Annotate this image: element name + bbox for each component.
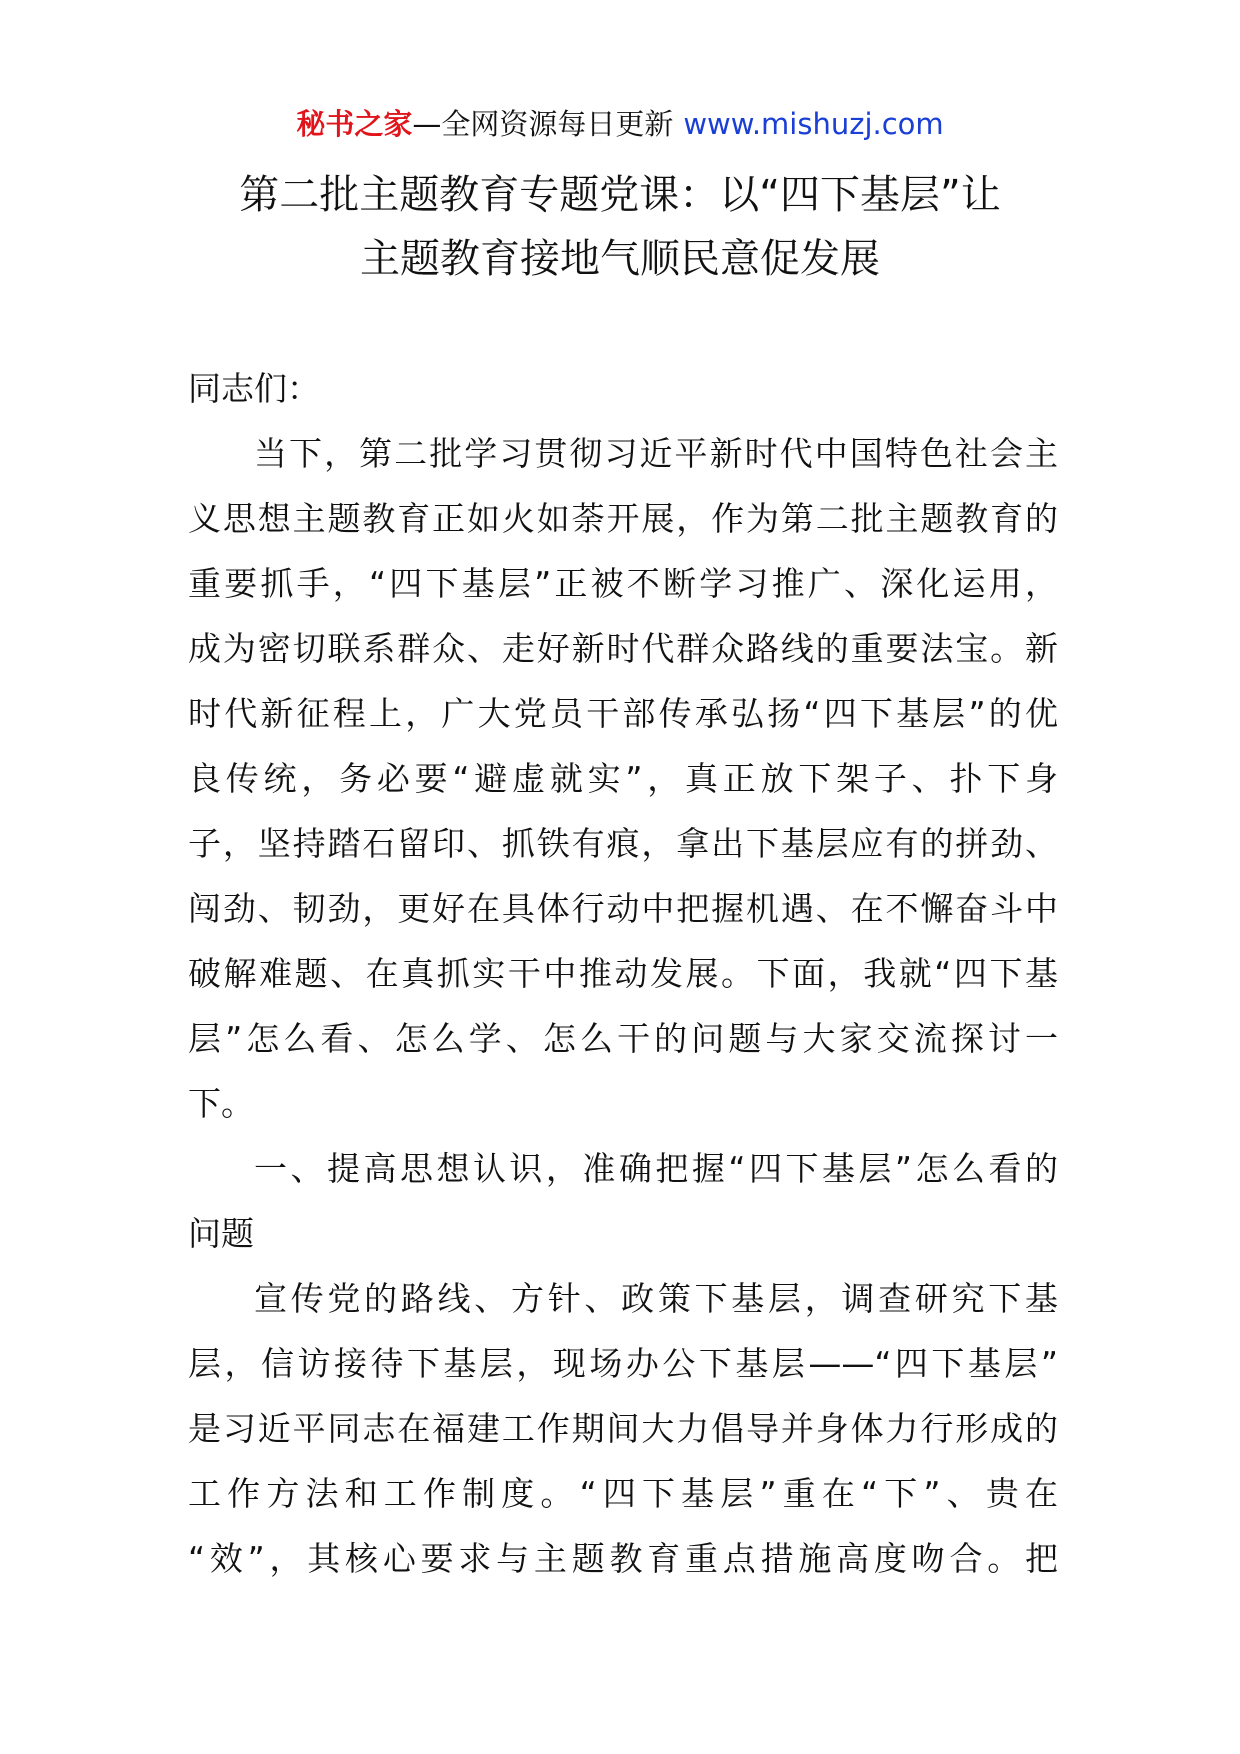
body-line: 层，信访接待下基层，现场办公下基层——“四下基层”: [188, 1344, 1058, 1383]
title-line-2: 主题教育接地气顺民意促发展: [360, 236, 880, 282]
title-line-1: 第二批主题教育专题党课：以“四下基层”让: [239, 172, 1001, 218]
body-line: 工作方法和工作制度。“四下基层”重在“下”、贵在: [188, 1474, 1058, 1513]
body-line: 子，坚持踏石留印、抓铁有痕，拿出下基层应有的拼劲、: [188, 824, 1058, 863]
section-heading: 问题: [188, 1214, 254, 1253]
site-url: www.mishuzj.com: [683, 107, 944, 141]
brand-slogan: —全网资源每日更新: [412, 107, 674, 141]
section-heading: 一、提高思想认识，准确把握“四下基层”怎么看的: [254, 1149, 1058, 1188]
body-line: 是习近平同志在福建工作期间大力倡导并身体力行形成的: [188, 1409, 1058, 1448]
body-line: 重要抓手，“四下基层”正被不断学习推广、深化运用，: [188, 564, 1058, 603]
body-line: 成为密切联系群众、走好新时代群众路线的重要法宝。新: [188, 629, 1058, 668]
body-line: 下。: [188, 1084, 254, 1123]
salutation: 同志们：: [188, 369, 320, 408]
body-line: 破解难题、在真抓实干中推动发展。下面，我就“四下基: [188, 954, 1058, 993]
body-line: “效”，其核心要求与主题教育重点措施高度吻合。把: [188, 1539, 1058, 1578]
document-title: [120, 163, 1120, 291]
brand-name: 秘书之家: [296, 107, 413, 141]
watermark-header: [0, 104, 1240, 144]
body-line: 义思想主题教育正如火如荼开展，作为第二批主题教育的: [188, 499, 1058, 538]
body-line: 当下，第二批学习贯彻习近平新时代中国特色社会主: [254, 434, 1058, 473]
body-line: 层”怎么看、怎么学、怎么干的问题与大家交流探讨一: [188, 1019, 1058, 1058]
body-line: 良传统，务必要“避虚就实”，真正放下架子、扑下身: [188, 759, 1058, 798]
document-body: [188, 356, 1058, 1591]
body-line: 宣传党的路线、方针、政策下基层，调查研究下基: [254, 1279, 1058, 1318]
body-line: 闯劲、韧劲，更好在具体行动中把握机遇、在不懈奋斗中: [188, 889, 1058, 928]
body-line: 时代新征程上，广大党员干部传承弘扬“四下基层”的优: [188, 694, 1058, 733]
